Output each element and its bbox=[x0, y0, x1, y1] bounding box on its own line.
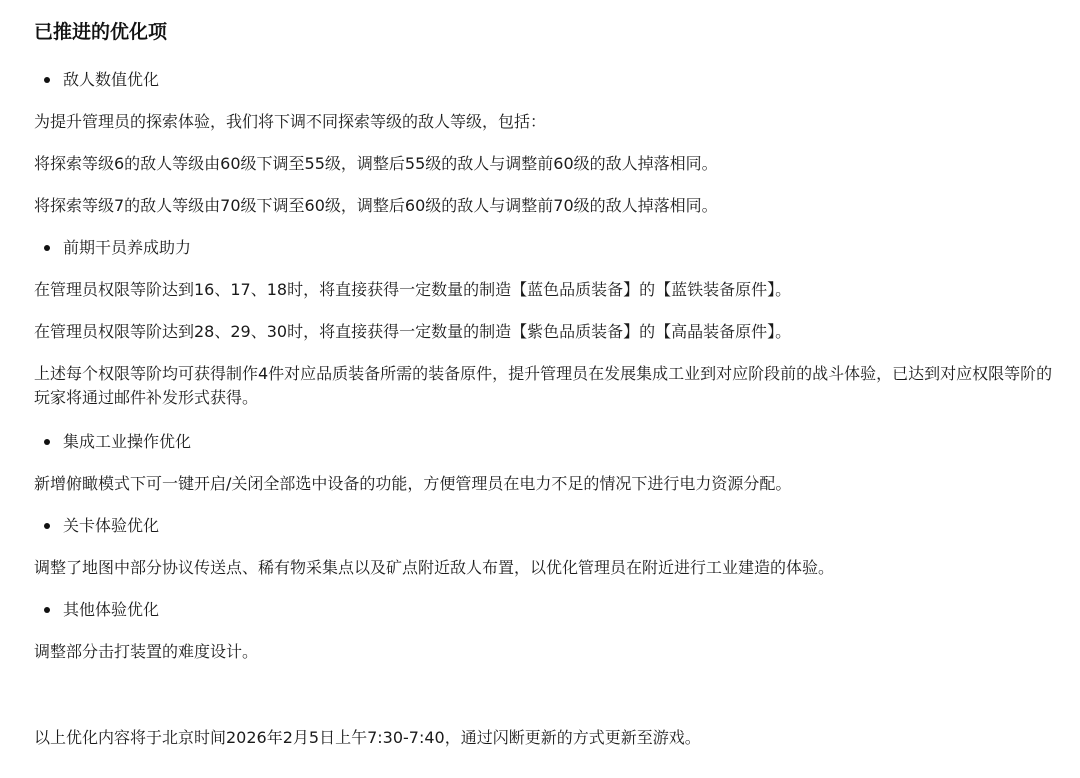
bullet-dot-icon bbox=[44, 523, 50, 529]
paragraph: 调整部分击打装置的难度设计。 bbox=[34, 642, 259, 661]
bullet-label: 前期干员养成助力 bbox=[63, 238, 192, 257]
section-heading: 已推进的优化项 bbox=[34, 21, 168, 43]
paragraph: 新增俯瞰模式下可一键开启/关闭全部选中设备的功能，方便管理员在电力不足的情况下进行电力资源分配。 bbox=[34, 474, 792, 493]
bullet-item-enemy-stats bbox=[44, 68, 159, 92]
paragraph: 在管理员权限等阶达到16、17、18时，将直接获得一定数量的制造【蓝色品质装备】的【蓝铁装备原件】。 bbox=[34, 280, 792, 299]
paragraph: 在管理员权限等阶达到28、29、30时，将直接获得一定数量的制造【紫色品质装备】的【高晶装备原件】。 bbox=[34, 322, 792, 341]
bullet-item-operator-growth bbox=[44, 236, 191, 260]
update-schedule-note: 以上优化内容将于北京时间2026年2月5日上午7:30-7:40，通过闪断更新的方式更新至游戏。 bbox=[34, 728, 701, 747]
paragraph: 为提升管理员的探索体验，我们将下调不同探索等级的敌人等级，包括： bbox=[34, 112, 547, 131]
bullet-label: 关卡体验优化 bbox=[63, 516, 160, 535]
bullet-dot-icon bbox=[44, 607, 50, 613]
paragraph: 调整了地图中部分协议传送点、稀有物采集点以及矿点附近敌人布置，以优化管理员在附近进行工业建造的体验。 bbox=[34, 558, 835, 577]
paragraph: 将探索等级7的敌人等级由70级下调至60级，调整后60级的敌人与调整前70级的敌人掉落相同。 bbox=[34, 196, 718, 215]
bullet-item-other-experience bbox=[44, 598, 159, 622]
bullet-label: 敌人数值优化 bbox=[63, 70, 160, 89]
bullet-label: 集成工业操作优化 bbox=[63, 432, 192, 451]
bullet-item-industry-ops bbox=[44, 430, 191, 454]
bullet-dot-icon bbox=[44, 77, 50, 83]
paragraph: 将探索等级6的敌人等级由60级下调至55级，调整后55级的敌人与调整前60级的敌人掉落相同。 bbox=[34, 154, 718, 173]
paragraph: 上述每个权限等阶均可获得制作4件对应品质装备所需的装备原件，提升管理员在发展集成工业到对应阶段前的战斗体验，已达到对应权限等阶的玩家将通过邮件补发形式获得。 bbox=[34, 364, 1053, 407]
bullet-dot-icon bbox=[44, 439, 50, 445]
bullet-item-level-experience bbox=[44, 514, 159, 538]
bullet-dot-icon bbox=[44, 245, 50, 251]
bullet-label: 其他体验优化 bbox=[63, 600, 160, 619]
